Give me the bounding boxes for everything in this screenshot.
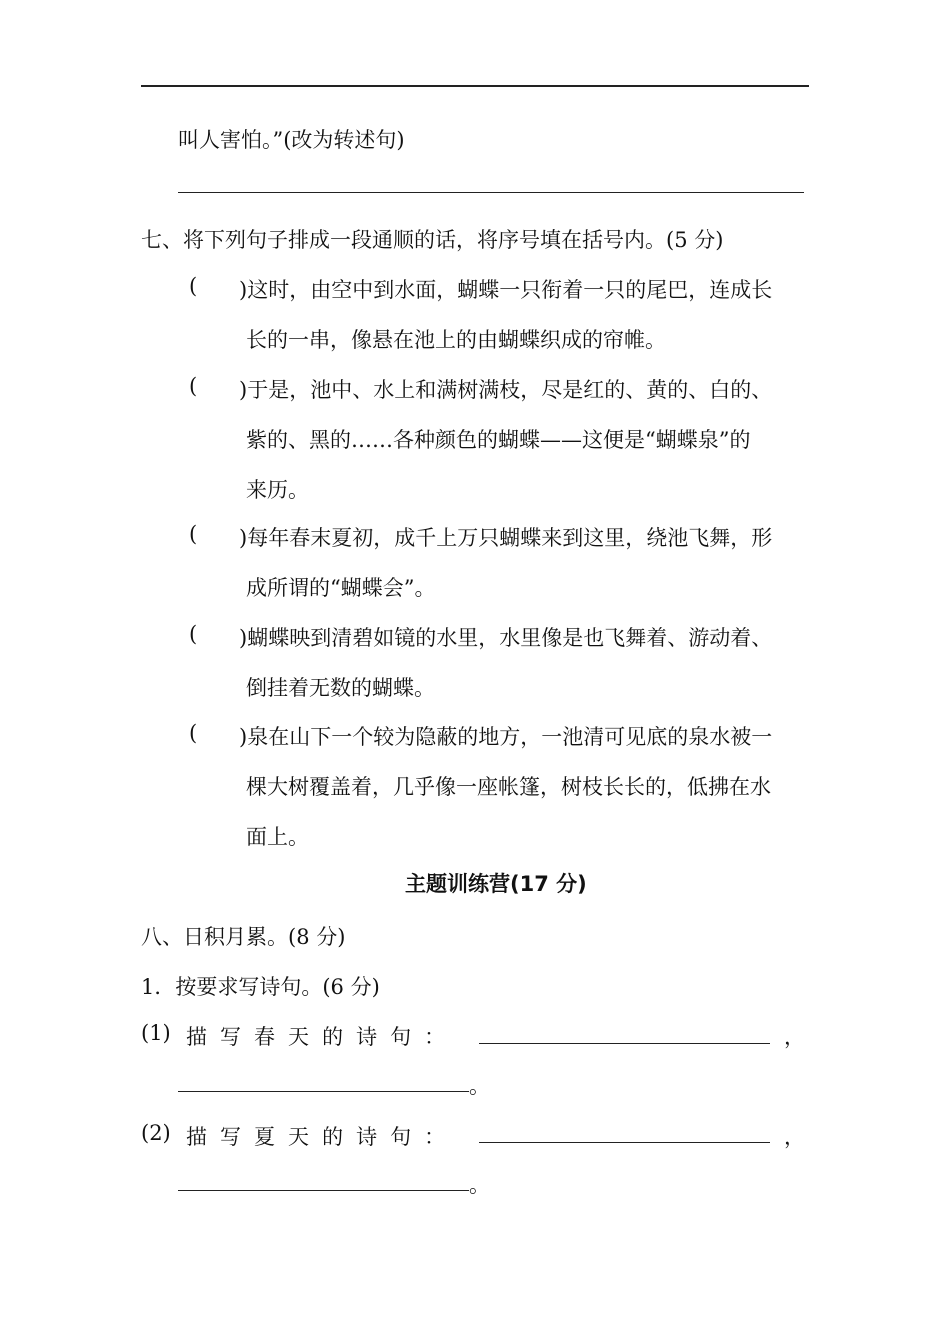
sub-question-2-number: (2) — [141, 1121, 171, 1145]
order-paren[interactable]: ( — [189, 522, 198, 546]
section-8-heading: 八、日积月累。(8 分) — [141, 925, 346, 949]
item-line: )泉在山下一个较为隐蔽的地方，一池清可见底的泉水被一 — [239, 725, 773, 749]
period: 。 — [469, 1173, 490, 1197]
item-line: )蝴蝶映到清碧如镜的水里，水里像是也飞舞着、游动着、 — [239, 626, 773, 650]
item-line: 面上。 — [246, 825, 309, 849]
comma: ， — [784, 1025, 805, 1049]
answer-blank-line[interactable] — [178, 192, 804, 193]
item-line: 成所谓的“蝴蝶会”。 — [246, 576, 436, 600]
period: 。 — [469, 1074, 490, 1098]
item-line: )每年春末夏初，成千上万只蝴蝶来到这里，绕池飞舞，形 — [239, 526, 773, 550]
sub-question-2-label: 描写夏天的诗句： — [186, 1125, 459, 1149]
item-line: 长的一串，像悬在池上的由蝴蝶织成的帘帷。 — [246, 328, 666, 352]
comma: ， — [784, 1125, 805, 1149]
item-line: )这时，由空中到水面，蝴蝶一只衔着一只的尾巴，连成长 — [239, 278, 773, 302]
item-line: 来历。 — [246, 478, 309, 502]
item-line: 棵大树覆盖着，几乎像一座帐篷，树枝长长的，低拂在水 — [246, 775, 771, 799]
order-paren[interactable]: ( — [189, 721, 198, 745]
answer-blank-line[interactable] — [178, 1091, 469, 1092]
order-paren[interactable]: ( — [189, 374, 198, 398]
section-7-heading: 七、将下列句子排成一段通顺的话，将序号填在括号内。(5 分) — [141, 228, 724, 252]
order-paren[interactable]: ( — [189, 622, 198, 646]
item-line: 紫的、黑的……各种颜色的蝴蝶——这便是“蝴蝶泉”的 — [246, 428, 751, 452]
previous-question-line: 叫人害怕。”(改为转述句) — [178, 128, 405, 152]
order-paren[interactable]: ( — [189, 274, 198, 298]
answer-blank-line[interactable] — [479, 1043, 770, 1044]
top-rule — [141, 85, 809, 87]
camp-title: 主题训练营(17 分) — [405, 872, 587, 896]
sub-question-1-label: 描写春天的诗句： — [186, 1025, 459, 1049]
sub-question-1-number: (1) — [141, 1021, 171, 1045]
question-1: 1．按要求写诗句。(6 分) — [141, 975, 380, 999]
answer-blank-line[interactable] — [479, 1142, 770, 1143]
item-line: 倒挂着无数的蝴蝶。 — [246, 676, 435, 700]
item-line: )于是，池中、水上和满树满枝，尽是红的、黄的、白的、 — [239, 378, 773, 402]
answer-blank-line[interactable] — [178, 1190, 469, 1191]
